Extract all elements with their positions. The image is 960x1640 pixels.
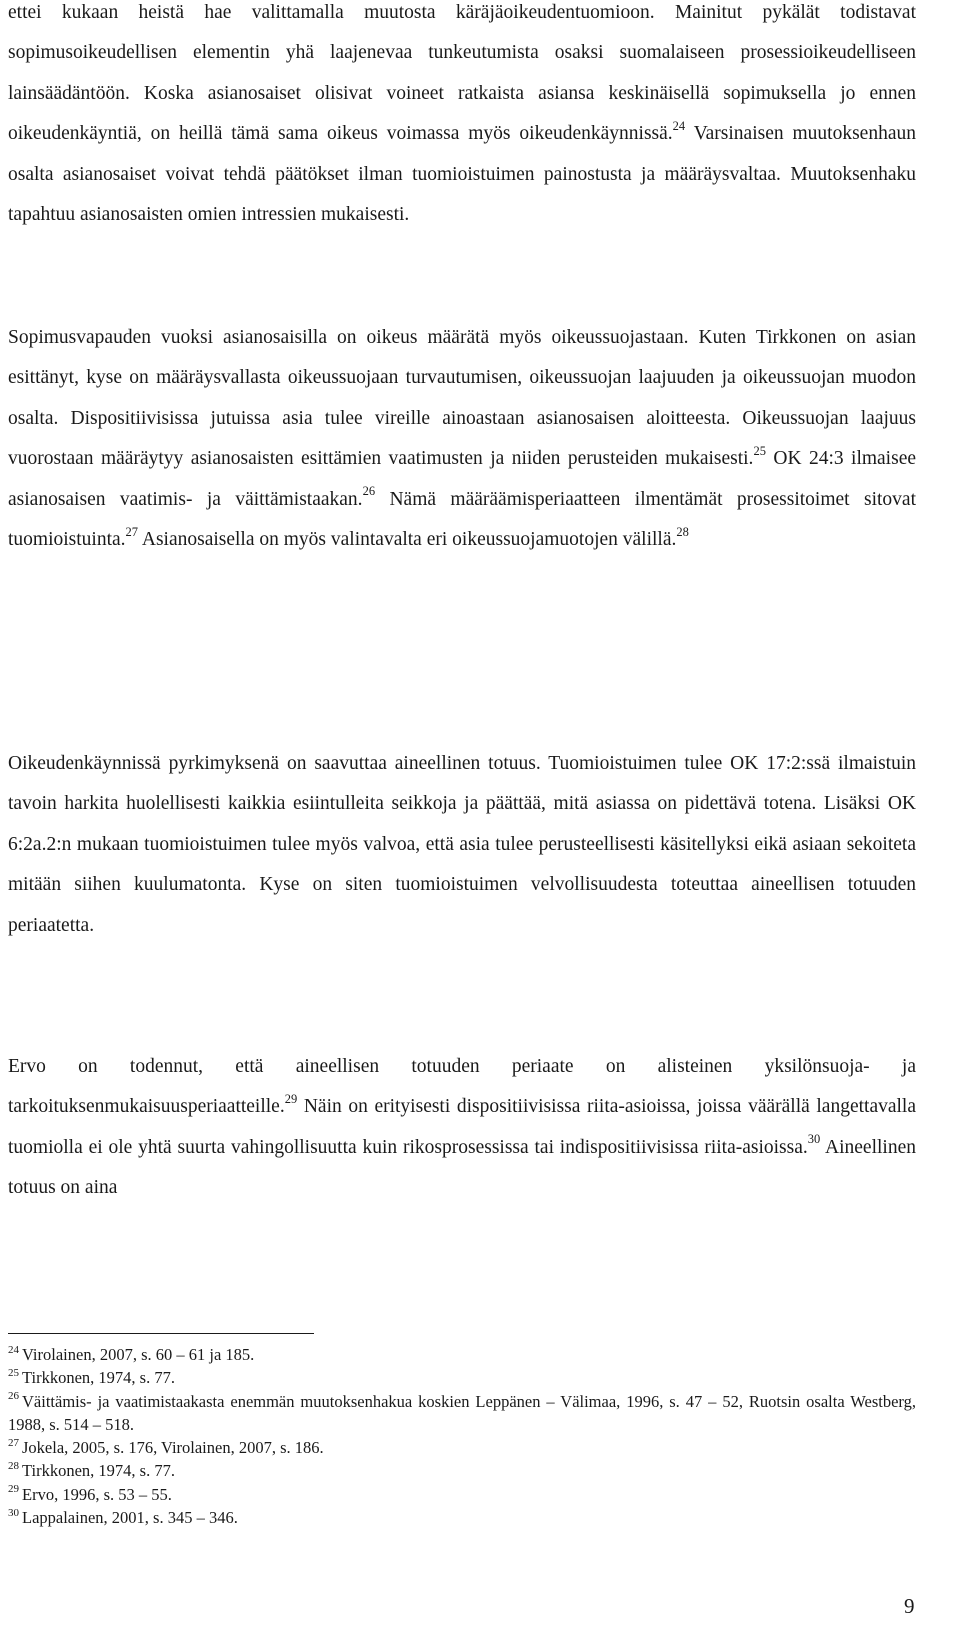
paragraph-text: Varsinaisen muutoksenhaun osalta asianosaiset voivat tehdä päätökset ilman tuomioistuimen painostusta ja määräysvaltaa. Muutoksenhaku tapahtuu asianosaisten omien intressien mukaisesti. (8, 123, 916, 226)
body-paragraph-3 (8, 744, 916, 946)
footnote-ref-25[interactable]: 25 (753, 443, 766, 458)
paragraph-text: Asianosaisella on myös valintavalta eri oikeussuojamuotojen välillä. (141, 529, 677, 551)
footnote-26 (8, 1390, 916, 1437)
paragraph-text: OK 24:3 ilmaisee asianosaisen vaatimis- ja väittämistaakan. (8, 448, 917, 510)
page-number: 9 (904, 1594, 915, 1618)
body-paragraph-2 (8, 318, 916, 560)
footnote-text: Tirkkonen, 1974, s. 77. (22, 1368, 175, 1388)
paragraph-text: Nämä määräämisperiaatteen ilmentämät prosessitoimet sitovat tuomioistuinta. (8, 488, 916, 551)
paragraph-text: ettei kukaan heistä hae valittamalla muutosta käräjäoikeudentuomioon. Mainitut pykälät todistavat sopimusoikeudellisen elementin yhä laajenevaa tunkeutumista osaksi suomalaiseen prosessioikeudelliseen lainsäädäntöön. Koska asianosaiset olisivat voineet ratkaista asiansa keskinäisellä sopimuksella jo ennen oikeudenkäyntiä, on heillä tämä sama oikeus voimassa myös oikeudenkäynnissä. (8, 2, 916, 145)
body-paragraph-4 (8, 1047, 916, 1209)
footnote-number: 28 (8, 1459, 19, 1472)
footnote-number: 29 (8, 1483, 19, 1496)
paragraph-text: Ervo on todennut, että aineellisen totuuden periaate on alisteinen yksilönsuoja- ja tarkoituksenmukaisuusperiaatteille. (8, 1056, 916, 1118)
footnotes-section (8, 1343, 916, 1529)
footnote-30 (8, 1506, 916, 1529)
footnote-25 (8, 1366, 916, 1389)
paragraph-text: Aineellinen totuus on aina (8, 1136, 916, 1199)
footnote-number: 27 (8, 1436, 19, 1449)
footnote-number: 25 (8, 1366, 19, 1379)
paragraph-text: Oikeudenkäynnissä pyrkimyksenä on saavuttaa aineellinen totuus. Tuomioistuimen tulee OK 17:2:ssä ilmaistuin tavoin harkita huolellisesti kaikkia esiintulleita seikkoja ja päättää, mitä asiassa on pidettävä totena. Lisäksi OK 6:2a.2:n mukaan tuomioistuimen tulee myös valvoa, että asia tulee perusteellisesti käsitellyksi eikä asiaan sekoiteta mitään siihen kuulumatonta. Kyse on siten tuomioistuimen velvollisuudesta toteuttaa aineellisen totuuden periaatetta. (8, 753, 916, 936)
footnote-ref-27[interactable]: 27 (125, 524, 139, 539)
footnote-ref-26[interactable]: 26 (362, 484, 376, 499)
footnote-ref-29[interactable]: 29 (284, 1091, 298, 1106)
paragraph-text: Sopimusvapauden vuoksi asianosaisilla on oikeus määrätä myös oikeussuojastaan. Kuten Tirkkonen on asian esittänyt, kyse on määräysvallasta oikeussuojaan turvautumisen, oikeussuojan laajuuden ja oikeussuojan muodon osalta. Dispositiivisissa jutuissa asia tulee vireille ainoastaan asianosaisen aloitteesta. Oikeussuojan laajuus vuorostaan määräytyy asianosaisten esittämien vaatimusten ja niiden perusteiden mukaisesti. (8, 327, 916, 470)
footnote-29 (8, 1483, 916, 1506)
footnote-text: Tirkkonen, 1974, s. 77. (22, 1461, 175, 1481)
footnote-text: Lappalainen, 2001, s. 345 – 346. (22, 1508, 238, 1528)
footnote-ref-24[interactable]: 24 (672, 118, 686, 133)
footnote-text: Virolainen, 2007, s. 60 – 61 ja 185. (22, 1345, 255, 1364)
footnote-ref-28[interactable]: 28 (676, 524, 689, 539)
footnote-ref-30[interactable]: 30 (807, 1132, 821, 1147)
footnote-text: Väittämis- ja vaatimistaakasta enemmän muutoksenhakua koskien Leppänen – Välimaa, 1996, s. 47 – 52, Ruotsin osalta Westberg, 1988, s. 514 – 518. (8, 1391, 916, 1434)
footnote-number: 30 (8, 1506, 19, 1519)
footnote-number: 26 (8, 1390, 19, 1403)
footnote-separator (8, 1333, 314, 1334)
footnote-text: Ervo, 1996, s. 53 – 55. (22, 1484, 172, 1504)
footnote-24 (8, 1343, 916, 1366)
footnote-27 (8, 1436, 916, 1459)
footnote-number: 24 (8, 1343, 19, 1356)
body-paragraph-1 (8, 0, 916, 235)
paragraph-text: Näin on erityisesti dispositiivisissa riita-asioissa, joissa väärällä langettavalla tuomiolla ei ole yhtä suurta vahingollisuutta kuin rikosprosessissa tai indispositiivisissa riita-asioissa. (8, 1096, 916, 1158)
footnote-text: Jokela, 2005, s. 176, Virolainen, 2007, s. 186. (22, 1438, 324, 1458)
footnote-28 (8, 1459, 916, 1482)
